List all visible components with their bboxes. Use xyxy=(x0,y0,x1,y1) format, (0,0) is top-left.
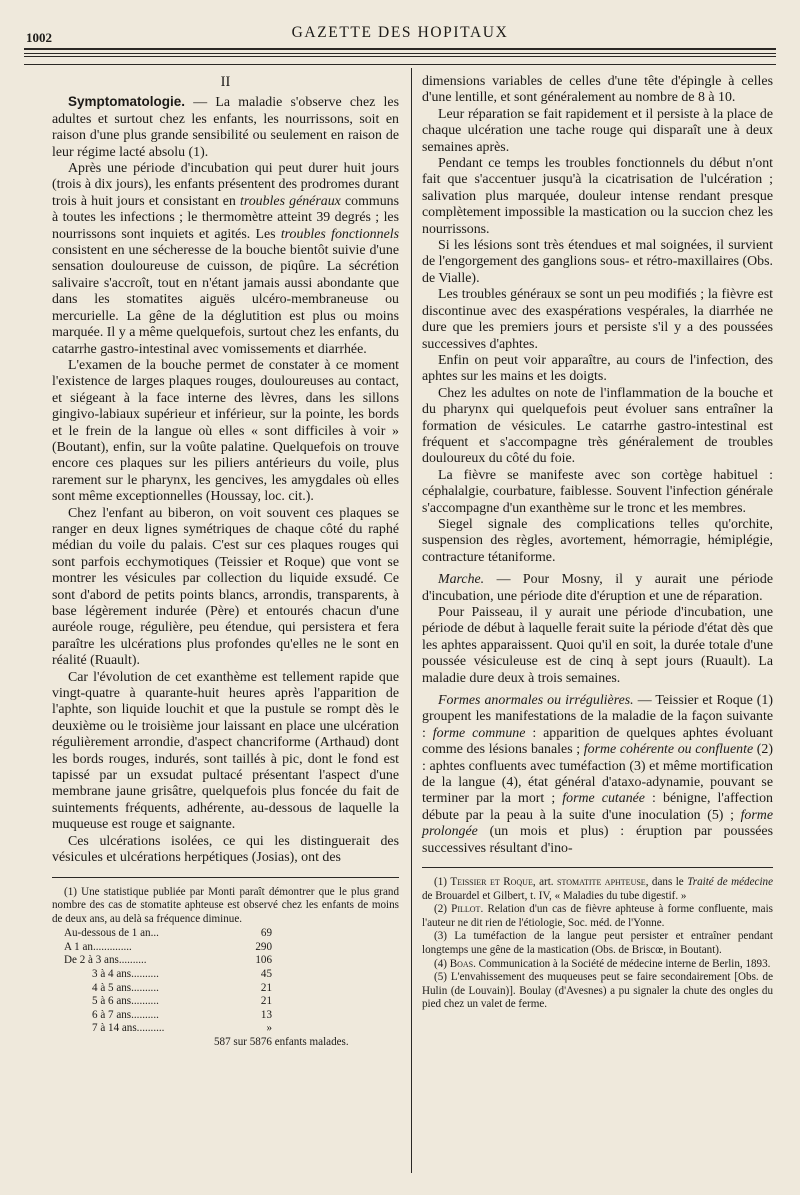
statistics-row xyxy=(64,954,272,968)
paragraph: Symptomatologie. — La maladie s'observe chez les adultes et surtout chez les enfants, les nourrissons, soit en raison d'une plus grande sensibilité ou seulement en raison de leur régime lacté absolu (1). xyxy=(52,94,399,160)
header-rule-thin xyxy=(24,53,776,54)
case-count: 21 xyxy=(260,981,272,994)
paragraph: Formes anormales ou irrégulières. — Teissier et Roque (1) groupent les manifestations de la maladie de la façon suivante : forme commune : apparition de quelques aphtes évoluant comme des lésions banales ; forme cohérente ou confluente (2) : aphtes confluents avec tuméfaction (3) et même mortification de la langue (4), état général d'ataxo-adynamie, pouvant se terminer par la mort ; forme cutanée : bénigne, l'affection débute par la peau à la suite d'une inoculation (5) ; forme prolongée (un mois et plus) : éruption par poussées successives résultant d'ino- xyxy=(422,693,773,856)
paragraph: Marche. — Pour Mosny, il y aurait une période d'incubation, une période dite d'éruption et une de réparation. xyxy=(422,572,773,604)
header-rule xyxy=(24,48,776,50)
statistics-row xyxy=(64,995,272,1009)
footnote: (3) La tuméfaction de la langue peut persister et entraîner pendant longtemps une gêne de la mastication (Obs. de Briscœ, in Boutant). xyxy=(422,930,773,957)
statistics-row xyxy=(64,1009,272,1023)
paragraph: Les troubles généraux se sont un peu modifiés ; la fièvre est discontinue avec des exaspérations vespérales, la diarrhée ne dure que les premiers jours et persiste s'il y a des poussées successives d'aphtes. xyxy=(422,287,773,352)
footnote: (2) Pillot. Relation d'un cas de fièvre aphteuse à forme confluente, mais l'auteur ne dit rien de l'étiologie, Soc. méd. de l'Yonne. xyxy=(422,903,773,929)
age-group: 3 à 4 ans.......... xyxy=(92,968,159,981)
age-group: De 2 à 3 ans.......... xyxy=(64,954,147,967)
footnote: (5) L'envahissement des muqueuses peut se faire secondairement [Obs. de Hulin (de Louvain)]. Boulay (d'Avesnes) a pu signaler la chute des ongles du pied chez un valet de ferme. xyxy=(422,971,773,1011)
header-rule-bottom xyxy=(24,64,776,65)
right-column xyxy=(422,74,773,1012)
paragraph: La fièvre se manifeste avec son cortège habituel : céphalalgie, courbature, faiblesse. Souvent l'infection générale s'accompagne d'un exanthème sur le tronc et les membres. xyxy=(422,467,773,516)
paragraph: Chez l'enfant au biberon, on voit souvent ces plaques se ranger en deux lignes symétriques de chaque côté du raphé médian du voile du palais. C'est sur ces plaques rouges qui sont parfois ecchymotiques (Teissier et Roque) que vont se montrer les vésicules par collection du liquide exsudé. Ce sont d'abord de petits points blancs, arrondis, transparents, à base légèrement indurée (Père) et entourés chacun d'une auréole rouge, régulière, peu étendue, qui persistera et fera paraître les ulcérations plus profondes qu'elles ne le sont en réalité (Ruault). xyxy=(52,505,399,669)
header-rule-thin-2 xyxy=(24,56,776,57)
statistics-row xyxy=(64,941,272,955)
statistics-row xyxy=(64,927,272,941)
case-count: 290 xyxy=(255,940,272,953)
paragraph: Ces ulcérations isolées, ce qui les distinguerait des vésicules et ulcérations herpétiques (Josias), ont des xyxy=(52,833,399,866)
statistics-row xyxy=(64,1022,272,1036)
age-group: 7 à 14 ans.......... xyxy=(92,1022,165,1035)
footnote: (1) Une statistique publiée par Monti paraît démontrer que le plus grand nombre des cas de stomatite aphteuse est observé chez les enfants de moins de deux ans, au delà sa fréquence diminue. xyxy=(52,885,399,925)
age-group: Au-dessous de 1 an... xyxy=(64,927,159,940)
footnote-rule xyxy=(52,877,399,878)
age-group: 4 à 5 ans.......... xyxy=(92,981,159,994)
footnote: (4) Boas. Communication à la Société de médecine interne de Berlin, 1893. xyxy=(434,957,771,970)
paragraph: Après une période d'incubation qui peut durer huit jours (trois à dix jours), les enfants présentent des prodromes durant trois à huit jours et consistant en troubles généraux communs à toutes les infections ; le thermomètre atteint 39 degrés ; les nourrissons sont inquiets et agités. Les troubles fonctionnels consistent en une sécheresse de la bouche bientôt suivie d'une sensation douloureuse de cuisson, de piqûre. La sécrétion salivaire s'accroît, tout en n'étant jamais aussi abondante que dans les stomatites aiguës ulcéro-membraneuse ou mercurielle. La gêne de la déglutition est plus ou moins marquée. Il y a même quelquefois, surtout chez les enfants, du catarrhe gastro-intestinal avec vomissements et diarrhée. xyxy=(52,161,400,357)
case-count: 13 xyxy=(260,1008,272,1021)
age-group: 6 à 7 ans.......... xyxy=(92,1008,159,1021)
paragraph: L'examen de la bouche permet de constater à ce moment l'existence de larges plaques rouges, douloureuses au contact, et siégeant à la face interne des lèvres, dans les sillons gingivo-labiaux supérieur et inférieur, sur la pointe, les bords et le frein de la langue où elles « sont difficiles à voir » (Boutant), enfin, sur la voûte palatine. Quelquefois on trouve encore ces plaques sur les piliers antérieurs du voile, plus rarement sur le pharynx, les gencives, les amygdales où elles sont même exceptionnelles (Houssay, loc. cit.). xyxy=(52,357,399,505)
case-count: 106 xyxy=(255,954,272,967)
section-heading: Symptomatologie. xyxy=(68,94,186,110)
column-separator xyxy=(411,68,412,1173)
paragraph: Pour Paisseau, il y aurait une période d'incubation, une période de début à laquelle ferait suite la période d'état dès que les aphtes apparaissent. Quoi qu'il en soit, la durée totale d'une poussée vésiculeuse est de cinq à sept jours (Ruault). La maladie dure deux à trois semaines. xyxy=(422,605,773,686)
section-number: II xyxy=(220,74,231,90)
case-count: 45 xyxy=(260,968,272,981)
case-count: » xyxy=(266,1022,272,1035)
paragraph: Si les lésions sont très étendues et mal soignées, il survient de l'engorgement des ganglions sous- et rétro-maxillaires (Obs. de Vialle). xyxy=(422,238,773,286)
footnote-rule xyxy=(422,867,773,868)
statistics-total: 587 sur 5876 enfants malades. xyxy=(214,1036,349,1049)
statistics-table xyxy=(64,927,272,1036)
statistics-row xyxy=(64,968,272,982)
footnotes xyxy=(52,886,399,1050)
paragraph: Siegel signale des complications telles qu'orchite, suspension des règles, avortement, hémorragie, hémiplégie, contracture tétaniforme. xyxy=(422,516,773,565)
paragraph: Chez les adultes on note de l'inflammation de la bouche et du pharynx qui quelquefois peut évoluer sans entraîner la formation de vésicules. Le catarrhe gastro-intestinal est fréquent et s'accompagne très généralement de troubles douloureux du côté du foie. xyxy=(422,385,773,467)
age-group: 5 à 6 ans.......... xyxy=(92,995,159,1008)
paragraph: Car l'évolution de cet exanthème est tellement rapide que vingt-quatre à quarante-huit heures après l'apparition de l'aphte, son liquide louchit et que la pustule se rompt dès le deuxième ou le troisième jour laissant en place une ulcération régulièrement arrondie, d'aspect chancriforme (Arthaud) dont les bords rouges, indurés, sont taillés à pic, dont le fond est tapissé par un exsudat pultacé présentant l'aspect d'une membrane jaune grisâtre, quelquefois plus foncée du fait de suintements fréquents, adhérente, au-dessous de laquelle la muqueuse est rouge et saignante. xyxy=(52,669,399,833)
page-number: 1002 xyxy=(26,30,52,45)
footnote: (1) Teissier et Roque, art. stomatite aphteuse, dans le Traité de médecine de Brouardel et Gilbert, t. IV, « Maladies du tube digestif. » xyxy=(422,876,773,902)
paragraph: Pendant ce temps les troubles fonctionnels du début n'ont fait que s'accentuer jusqu'à la cicatrisation de l'ulcération ; salivation plus marquée, douleur intense rendant presque complètement impossible la mastication ou la succion chez les nourrissons. xyxy=(422,156,773,237)
case-count: 69 xyxy=(260,927,272,940)
paragraph: dimensions variables de celles d'une tête d'épingle à celles d'une lentille, et sont généralement au nombre de 8 à 10. xyxy=(422,74,773,106)
case-count: 21 xyxy=(260,995,272,1008)
footnotes xyxy=(422,876,773,1012)
age-group: A 1 an.............. xyxy=(64,940,132,953)
journal-title: GAZETTE DES HOPITAUX xyxy=(291,24,509,41)
left-column xyxy=(52,74,399,1050)
paragraph: Leur réparation se fait rapidement et il persiste à la place de chaque ulcération une tache rouge qui disparaît une à deux semaines après. xyxy=(422,106,773,155)
paragraph: Enfin on peut voir apparaître, au cours de l'infection, des aphtes sur les mains et les doigts. xyxy=(422,352,773,385)
statistics-row xyxy=(64,982,272,996)
